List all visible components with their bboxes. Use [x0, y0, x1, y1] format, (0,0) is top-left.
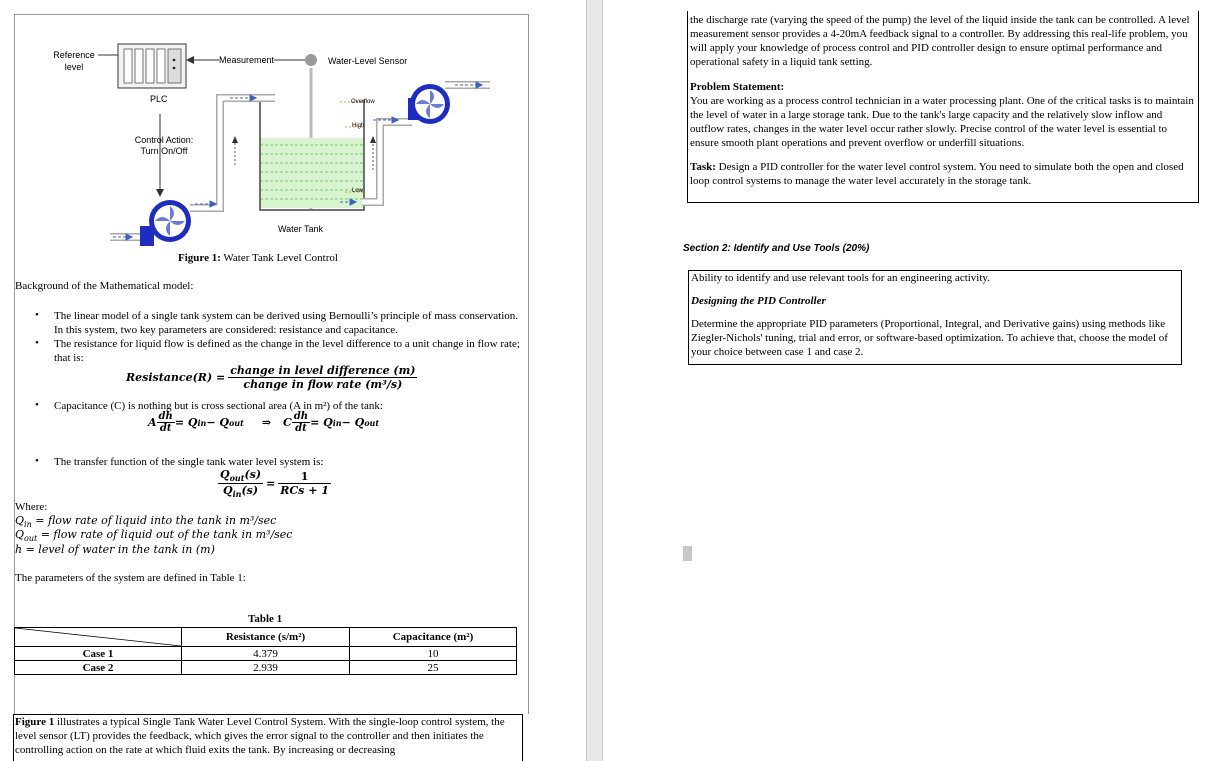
figure-caption-text: Water Tank Level Control — [220, 252, 338, 264]
tf-den-q: Q — [223, 484, 233, 498]
tf-lhs-den — [218, 484, 263, 499]
continuation-text: the discharge rate (varying the speed of the pump) the level of the liquid inside the tank can be controlled. A level measurement sensor provides a 4-20mA feedback signal to a controller. By addressing this real-life problem, you will apply your knowledge of process control and PID controller design to ensure optimal performance and operational safety in a liquid tank setting. — [690, 14, 1190, 68]
cap-eq-sub-in-2: in — [332, 417, 342, 428]
resistance-fraction — [228, 364, 417, 391]
where-q-out-sub: out — [24, 534, 38, 544]
cap-eq-den-1: dt — [159, 423, 172, 434]
high-label: High — [352, 123, 365, 129]
determine-text: Determine the appropriate PID parameters (Proportional, Integral, and Derivative gains) using methods like Ziegler-Nichols' tuning, trial and error, or software-based optimization. To achieve that, choose the model of your choice between case 1 and case 2. — [691, 318, 1168, 358]
low-label: Low — [352, 188, 364, 194]
where-q-in-text: = flow rate of liquid into the tank in m³/sec — [31, 514, 277, 527]
control-action-label — [126, 135, 202, 157]
bullet-4-text: The transfer function of the single tank water level system is: — [54, 456, 324, 468]
text-cursor — [683, 546, 692, 561]
task-bold: Task: — [690, 161, 716, 173]
continuation-box — [687, 11, 1199, 203]
where-q-in-symbol: Q — [15, 514, 25, 527]
cap-eq-minus-1: − Q — [206, 416, 229, 429]
table-cell-capacitance: 25 — [350, 661, 517, 675]
left-page — [0, 0, 586, 761]
task-paragraph — [690, 160, 1196, 188]
figure-caption — [178, 251, 338, 265]
where-q-out-symbol: Q — [15, 528, 25, 541]
cap-eq-den-2: dt — [295, 423, 307, 434]
table-cell-resistance: 2.939 — [182, 661, 350, 675]
table-header-row — [15, 628, 517, 647]
resistance-denominator: change in flow rate (m³/s) — [243, 378, 403, 391]
table-row — [15, 647, 517, 661]
tf-equals: = — [266, 477, 276, 491]
bullet-dot-1: • — [35, 309, 39, 321]
tf-lhs-num — [218, 468, 263, 484]
bullet-dot-3: • — [35, 399, 39, 411]
figure-description-box — [13, 714, 523, 761]
page-gap — [586, 0, 603, 761]
table-cell-capacitance: 10 — [350, 647, 517, 661]
control-action-text: Control Action: — [134, 135, 194, 145]
transfer-function — [218, 468, 331, 499]
water-tank-label: Water Tank — [278, 224, 324, 234]
bullet-dot-4: • — [35, 455, 39, 467]
cap-eq-num-2: dh — [293, 411, 309, 422]
reference-level-label: Reference level — [53, 50, 95, 72]
bullet-dot-2: • — [35, 337, 39, 349]
tf-rhs-num: 1 — [278, 470, 331, 484]
bullet-3-text: Capacitance (C) is nothing but is cross sectional area (A in m²) of the tank: — [54, 400, 383, 412]
resistance-equation — [126, 364, 417, 391]
task-text: Design a PID controller for the water level control system. You need to simulate both the open and closed loop control systems to manage the water level accurately in the storage tank. — [690, 161, 1184, 187]
resistance-numerator: change in level difference (m) — [230, 364, 416, 377]
table-row-label: Case 1 — [15, 647, 182, 661]
section-2-heading: Section 2: Identify and Use Tools (20%) — [683, 243, 870, 254]
plc-label: PLC — [150, 94, 168, 104]
top-pump-icon — [408, 84, 450, 124]
table-row — [15, 661, 517, 675]
cap-eq-num-1: dh — [158, 411, 173, 422]
tf-num-sub: out — [229, 473, 245, 484]
tf-lhs-fraction — [218, 468, 263, 499]
where-h: h = level of water in the tank in (m) — [15, 543, 215, 556]
cap-eq-frac-1 — [157, 411, 175, 434]
bullet-1-text: The linear model of a single tank system can be derived using Bernoulli’s principle of mass conservation. In this system, two key parameters are considered: resistance and capacitance. — [54, 310, 519, 336]
tf-den-s: (s) — [241, 484, 259, 498]
overflow-label: Overflow — [351, 99, 375, 105]
figure-caption-bold: Figure 1: — [178, 252, 221, 264]
where-label: Where: — [15, 501, 48, 513]
cap-eq-sub-in-1: in — [197, 417, 207, 428]
bottom-pump-icon — [140, 200, 191, 246]
plc-icon — [118, 44, 186, 88]
turn-on-off-text: Turn On/Off — [140, 146, 188, 156]
table-row-label: Case 2 — [15, 661, 182, 675]
diagonal-line — [15, 628, 181, 646]
measurement-label: Measurement — [219, 55, 275, 65]
figure-description-bold: Figure 1 — [15, 716, 55, 728]
ability-text: Ability to identify and use relevant tools for an engineering activity. — [691, 272, 990, 284]
parameters-table — [14, 627, 517, 675]
tf-rhs-den: RCs + 1 — [280, 484, 329, 498]
designing-heading: Designing the PID Controller — [691, 295, 826, 307]
tf-rhs-fraction — [278, 470, 331, 497]
water-tank-diagram — [40, 30, 510, 250]
bullet-2-text: The resistance for liquid flow is defined as the change in the level difference to a unit change in flow rate; that is: — [54, 338, 520, 364]
cap-eq-rhs-2: = Q — [310, 416, 333, 429]
cap-eq-rhs-1: = Q — [174, 416, 198, 429]
implies-symbol: ⇒ — [261, 416, 272, 429]
where-q-out-text: = flow rate of liquid out of the tank in m³/sec — [37, 528, 293, 541]
table-title: Table 1 — [248, 613, 283, 625]
water-level-sensor-label: Water-Level Sensor — [328, 56, 408, 66]
cap-eq-sub-out-2: out — [364, 417, 380, 428]
params-text: The parameters of the system are defined in Table 1: — [15, 572, 246, 584]
table-header-resistance: Resistance (s/m²) — [182, 628, 350, 647]
cap-eq-sub-out-1: out — [228, 417, 244, 428]
right-page — [603, 0, 1213, 761]
cap-eq-minus-2: − Q — [341, 416, 365, 429]
where-q-in-sub: in — [24, 520, 32, 530]
tf-den-sub: in — [232, 489, 242, 500]
cap-eq-frac-2 — [292, 411, 310, 434]
table-diagonal-cell — [15, 628, 182, 647]
background-heading: Background of the Mathematical model: — [15, 280, 194, 292]
capacitance-equation — [148, 411, 379, 434]
figure-description-text: illustrates a typical Single Tank Water Level Control System. With the single-loop control system, the level sensor (LT) provides the feedback, which gives the error signal to the controller and then initiates the controlling action on the rate at which fluid exits the tank. By increasing or decreasing — [15, 716, 505, 756]
problem-heading: Problem Statement: — [690, 81, 785, 93]
table-cell-resistance: 4.379 — [182, 647, 350, 661]
resistance-lhs: Resistance(R) = — [126, 371, 226, 384]
tf-num-s: (s) — [244, 468, 262, 481]
tf-num-q: Q — [220, 468, 230, 481]
section-2-box — [688, 270, 1182, 365]
problem-text: You are working as a process control technician in a water processing plant. One of the critical tasks is to maintain the level of water in a large storage tank. Due to the tank's large capacity and the relatively slow inflow and outflow rates, changes in the water level occur rather slowly. Precise control of the water level is essential to ensure smooth plant operations and prevent overflow or underfill situations. — [690, 95, 1194, 149]
table-header-capacitance: Capacitance (m²) — [350, 628, 517, 647]
cap-eq-c: C — [283, 416, 292, 429]
cap-eq-a: A — [148, 416, 157, 429]
